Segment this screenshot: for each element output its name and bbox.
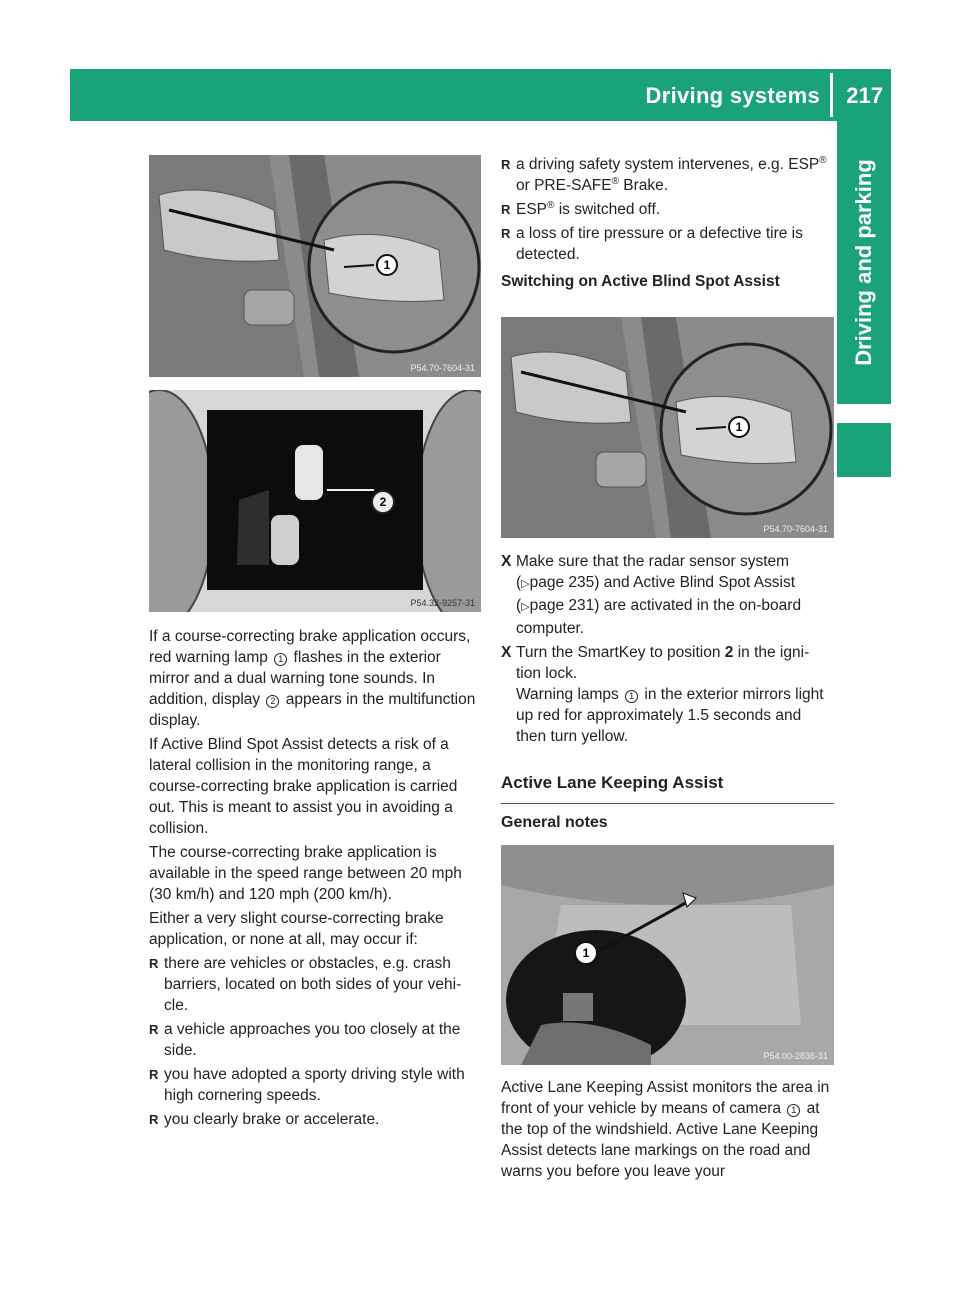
side-tab: [837, 121, 891, 404]
subheading: General notes: [501, 814, 608, 831]
mirror-figure-right: [501, 317, 834, 538]
list-item: R a loss of tire pressure or a defective tire is detected.: [501, 225, 803, 263]
figure-code: P54.70-7604-31: [763, 524, 828, 534]
callout-1: 1: [735, 420, 743, 434]
paragraph: Active Lane Keeping Assist monitors the area in front of your vehicle by means of camera 1 at the top of the windshield. Active Lane Keeping Assist detects lane markings on the road and warns you before you leave your: [501, 1079, 830, 1180]
paragraph: Either a very slight course-correcting brake application, or none at all, may occur if:: [149, 910, 444, 948]
header-title: Driving systems: [645, 83, 820, 108]
figure-code: P54.00-2836-31: [763, 1051, 828, 1061]
instruction-step: X Make sure that the radar sensor system (▷page 235) and Active Blind Spot Assist (▷page 231) are activated in the on-board computer.: [501, 553, 802, 637]
list-item: R a driving safety system intervenes, e.g. ESP® or PRE-SAFE® Brake.: [501, 154, 827, 194]
page-ref-icon: ▷: [521, 601, 530, 613]
list-item: R you clearly brake or accelerate.: [149, 1111, 380, 1128]
figure-code: P54.32-9257-31: [410, 598, 475, 608]
paragraph: If Active Blind Spot Assist detects a risk of a lateral collision in the monitoring range, a course-correcting brake application is carried out. This is meant to assist you in avoiding a collision.: [149, 736, 458, 837]
instruction-step: X Turn the SmartKey to position 2 in the igni-tion lock.: [501, 644, 810, 682]
list-item: R you have adopted a sporty driving style with high cornering speeds.: [149, 1066, 465, 1104]
side-tab-marker: [837, 423, 891, 477]
left-column: [149, 626, 481, 1133]
switching-heading: Switching on Active Blind Spot Assist: [501, 273, 780, 290]
side-tab-label: Driving and parking: [851, 159, 876, 366]
callout-1: 1: [383, 258, 391, 272]
header-divider: [830, 73, 833, 117]
callout-2: 2: [379, 495, 387, 509]
display-figure: [149, 390, 481, 612]
paragraph: The course-correcting brake application is available in the speed range between 20 mph (30 km/h) and 120 mph (200 km/h).: [149, 844, 462, 903]
right-column-top: [501, 154, 834, 295]
windshield-figure: [501, 845, 834, 1065]
page-number: 217: [846, 83, 883, 108]
callout-1: 1: [582, 946, 590, 960]
page-header: [70, 69, 891, 121]
figure-code: P54.70-7604-31: [410, 363, 475, 373]
mirror-figure-left: [149, 155, 481, 377]
list-item: R a vehicle approaches you too closely at the side.: [149, 1021, 461, 1059]
instruction-step-continuation: Warning lamps 1 in the exterior mirrors light up red for approximately 1.5 seconds and then turn yellow.: [516, 686, 824, 745]
right-column-bottom: [501, 1077, 834, 1185]
right-column-steps: [501, 551, 834, 750]
list-item: R ESP® is switched off.: [501, 199, 661, 218]
paragraph: If a course-correcting brake application occurs, red warning lamp 1 flashes in the exterior mirror and a dual warning tone sounds. In addition, display 2 appears in the multifunction display.: [149, 628, 476, 729]
list-item: R there are vehicles or obstacles, e.g. crash barriers, located on both sides of your vehi-cle.: [149, 955, 462, 1014]
section-heading: Active Lane Keeping Assist: [501, 773, 834, 804]
page-ref-icon: ▷: [521, 578, 530, 590]
